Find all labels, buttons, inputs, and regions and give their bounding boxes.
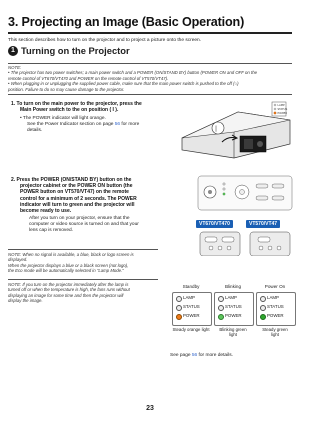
status-led-icon [176,305,182,311]
svg-text:STATUS: STATUS [277,108,288,111]
step-2-heading-line: 2. Press the POWER (ON/STAND BY) button on the [11,177,132,183]
lamp-led-icon [176,296,182,302]
step-2-body-line: lens cap is removed. [29,228,73,234]
section-title: Turning on the Projector [21,45,130,56]
note-line: When the projector displays a blue or a black screen (not logo), [8,262,129,268]
note-2-top-rule [8,249,158,250]
note-line: display the image. [8,298,43,304]
step-2-heading-line: become ready to use. [20,208,72,215]
lamp-label: LAMP [183,295,195,300]
note-line: position. Failure to do so may cause damage to the projector. [8,86,125,92]
lamp-label: LAMP [267,295,279,300]
step-2-heading-line: indicator will turn to green and the projector will [20,201,135,208]
projector-main-switch-illustration [178,98,293,160]
page-link[interactable]: 56 [114,122,121,128]
status-label: STATUS [267,304,284,309]
note-block-3 [8,282,158,304]
power-led-icon [260,314,266,320]
status-led-icon [260,305,266,311]
step-2-heading [11,177,171,214]
power-led-icon [218,314,224,320]
remote-controls-illustration [196,230,294,256]
power-led-icon [176,314,182,320]
step-2-body-line: After you turn on your projector, ensure that the [29,216,130,221]
note-label: NOTE: [8,65,22,70]
step-2-heading-line: POWER button on VT570/VT47) on the remote [20,189,129,196]
footer-see-text: See page 56 for more details. [170,353,233,358]
page-link[interactable]: 56 [191,353,198,358]
note-3-top-rule [8,279,158,280]
step-1-see-text-cont: details. [27,128,43,134]
note-top-rule [8,63,292,64]
page-title: 3. Projecting an Image (Basic Operation) [8,15,245,29]
svg-text:POWER: POWER [277,112,288,115]
note-line: displayed. [8,257,28,263]
power-label: POWER [267,313,284,318]
lamp-label: LAMP [225,295,237,300]
indicator-panel-power-on [256,292,296,326]
note-line: • When plugging in or unplugging the supplied power cable, make sure that the main power switch is pushed to the off (○) [8,81,239,87]
note-line: displaying an image for some time and then the projector will [8,292,124,298]
page-number: 23 [146,405,154,412]
status-label: STATUS [225,304,242,309]
note-line: • The projector has two power switches; a main power switch and a POWER (ON/STAND BY) button (POWER ON and OFF on the [8,70,257,76]
section-number-badge: 1 [8,46,18,56]
status-led-icon [218,305,224,311]
lamp-led-icon [218,296,224,302]
remote-model-tag-vt570: VT570/VT47 [246,220,280,228]
state-caption: Steady green light [262,327,288,338]
step-1-body [20,116,175,135]
note-block-1 [8,65,292,92]
state-title: Power On [264,284,286,289]
step-2-body [29,216,179,235]
note-line: the Eco mode will be automatically selected in "Lamp Mode." [8,268,124,274]
note-line: turned off or when the temperature is high, the fans runs without [8,287,130,293]
status-label: STATUS [183,304,200,309]
note-line: NOTE: If you turn on the projector immediately after the lamp is [8,282,129,287]
intro-text: This section describes how to turn on the projector and to project a picture onto the screen. [8,38,202,43]
power-label: POWER [225,313,242,318]
step-1-heading [11,101,171,113]
svg-text:LAMP: LAMP [277,104,285,107]
state-title: Blinking [224,284,242,289]
step-1-bullet: • The POWER indicator will light orange. [20,116,106,121]
step-2-body-line: computer or video source is turned on and that your [29,222,139,228]
note-line: remote control of VT670/VT470 and POWER on the remote control of VT570/VT47). [8,75,169,81]
step-2-heading-line: projector cabinet or the POWER ON button (the [20,183,133,190]
svg-text:|: | [215,125,218,133]
state-caption: Blinking green light [219,327,247,338]
step-1-heading-line: 1. To turn on the main power to the projector, press the [11,101,142,107]
control-panel-illustration [196,174,294,214]
step-1-heading-line: Main Power switch to the on position ( I ). [20,107,119,114]
title-rule [8,32,292,34]
indicator-panel-standby [172,292,212,326]
state-title: Standby [182,284,200,289]
step-1-see-text: See the Power Indicator section on page 56 for more [27,122,140,128]
note-bottom-rule [8,94,292,95]
lamp-led-icon [260,296,266,302]
remote-model-tag-vt670: VT670/VT470 [196,220,233,228]
indicator-panel-blinking [214,292,254,326]
state-caption: Steady orange light [172,327,210,332]
power-label: POWER [183,313,200,318]
step-2-heading-line: control for a minimum of 2 seconds. The POWER [20,195,137,202]
note-line: NOTE: When no signal is available, a blue, black or logo screen is [8,252,134,257]
indicator-states [170,284,296,364]
note-block-2 [8,252,158,274]
